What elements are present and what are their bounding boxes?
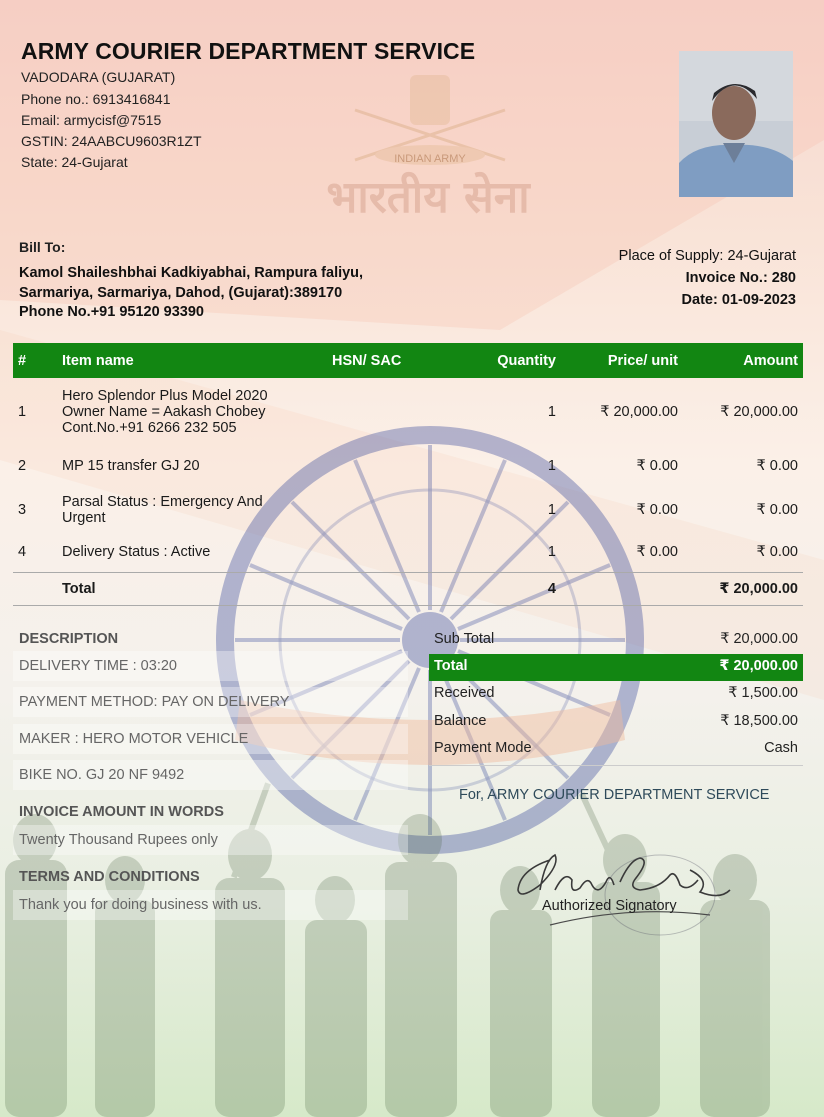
total-amount: ₹ 20,000.00 (683, 572, 803, 605)
col-header-num: # (13, 343, 57, 378)
item-price: ₹ 20,000.00 (600, 404, 678, 420)
item-name (57, 486, 327, 533)
row-num: 4 (18, 544, 27, 561)
army-emblem-icon (355, 75, 505, 165)
table-header-row (13, 343, 803, 378)
company-name: ARMY COURIER DEPARTMENT SERVICE (21, 38, 476, 64)
item-line: Cont.No.+91 6266 232 505 (62, 420, 237, 436)
row-num: 1 (18, 404, 27, 420)
place-of-supply: Place of Supply: 24-Gujarat (618, 248, 796, 264)
total-qty: 4 (437, 572, 561, 605)
total-spacer (13, 572, 57, 605)
table-row (13, 446, 803, 486)
table-total-row (13, 572, 803, 605)
item-amount: ₹ 0.00 (756, 544, 798, 561)
bill-to-line1: Kamol Shaileshbhai Kadkiyabhai, Rampura faliyu, (19, 265, 364, 281)
col-header-hsn: HSN/ SAC (327, 343, 437, 378)
emblem-badge-text: INDIAN ARMY (394, 153, 466, 165)
authorized-signatory-label: Authorized Signatory (542, 898, 677, 914)
item-line: Owner Name = Aakash Chobey (62, 404, 266, 420)
col-header-amount: Amount (683, 343, 803, 378)
amount-words-title: INVOICE AMOUNT IN WORDS (19, 804, 224, 820)
bill-to-phone: Phone No.+91 95120 93390 (19, 304, 204, 320)
summary-total-value: ₹ 20,000.00 (719, 658, 798, 674)
balance-label: Balance (434, 713, 487, 729)
item-line: Hero Splendor Plus Model 2020 (62, 388, 268, 404)
summary-divider (429, 765, 803, 766)
description-line: MAKER : HERO MOTOR VEHICLE (19, 731, 249, 747)
sub-total-label: Sub Total (434, 631, 495, 647)
company-phone: Phone no.: 6913416841 (21, 91, 171, 107)
item-hsn (327, 446, 437, 486)
item-hsn (327, 533, 437, 572)
for-company-text: For, ARMY COURIER DEPARTMENT SERVICE (459, 787, 770, 803)
description-line: BIKE NO. GJ 20 NF 9492 (19, 767, 185, 783)
payment-mode-value: Cash (764, 740, 798, 756)
item-qty: 1 (547, 458, 556, 474)
table-row (13, 486, 803, 533)
emblem-hindi-text: भारतीय सेना (326, 172, 530, 223)
col-header-item: Item name (57, 343, 327, 378)
terms-text: Thank you for doing business with us. (19, 897, 262, 913)
description-line: DELIVERY TIME : 03:20 (19, 658, 177, 674)
sub-total-value: ₹ 20,000.00 (720, 631, 798, 647)
signature-image (510, 830, 750, 940)
row-num: 3 (18, 501, 27, 518)
total-spacer (561, 572, 683, 605)
item-qty: 1 (547, 501, 556, 518)
company-gstin: GSTIN: 24AABCU9603R1ZT (21, 133, 202, 149)
invoice-number: Invoice No.: 280 (685, 270, 796, 286)
item-price: ₹ 0.00 (636, 501, 678, 518)
item-amount: ₹ 0.00 (756, 458, 798, 474)
item-hsn (327, 486, 437, 533)
payment-mode-label: Payment Mode (434, 740, 532, 756)
company-city: VADODARA (GUJARAT) (21, 69, 176, 85)
amount-words-text: Twenty Thousand Rupees only (19, 832, 218, 848)
table-row (13, 378, 803, 446)
customer-photo (679, 51, 793, 197)
item-amount: ₹ 0.00 (756, 501, 798, 518)
invoice-date: Date: 01-09-2023 (681, 292, 796, 308)
item-name: Delivery Status : Active (62, 544, 211, 561)
item-amount: ₹ 20,000.00 (720, 404, 798, 420)
item-hsn (327, 378, 437, 446)
table-row (13, 533, 803, 572)
terms-title: TERMS AND CONDITIONS (19, 869, 200, 885)
received-label: Received (434, 685, 495, 701)
col-header-qty: Quantity (437, 343, 561, 378)
total-label: Total (57, 572, 327, 605)
bill-to-line2: Sarmariya, Sarmariya, Dahod, (Gujarat):389170 (19, 285, 343, 301)
item-qty: 1 (547, 544, 556, 561)
bill-to-label: Bill To: (19, 239, 66, 255)
description-line: PAYMENT METHOD: PAY ON DELIVERY (19, 694, 290, 710)
item-price: ₹ 0.00 (636, 458, 678, 474)
item-qty: 1 (547, 404, 556, 420)
description-title: DESCRIPTION (19, 631, 119, 647)
item-name: MP 15 transfer GJ 20 (62, 458, 200, 474)
company-state: State: 24-Gujarat (21, 154, 128, 170)
total-spacer (327, 572, 437, 605)
item-line: Parsal Status : Emergency And (62, 493, 263, 510)
row-num: 2 (18, 458, 27, 474)
item-price: ₹ 0.00 (636, 544, 678, 561)
summary-total-label: Total (434, 658, 468, 674)
balance-value: ₹ 18,500.00 (720, 713, 798, 729)
item-line: Urgent (62, 509, 106, 526)
items-table (13, 343, 803, 606)
company-email: Email: armycisf@7515 (21, 112, 162, 128)
col-header-price: Price/ unit (561, 343, 683, 378)
item-name (57, 378, 327, 446)
received-value: ₹ 1,500.00 (728, 685, 798, 701)
